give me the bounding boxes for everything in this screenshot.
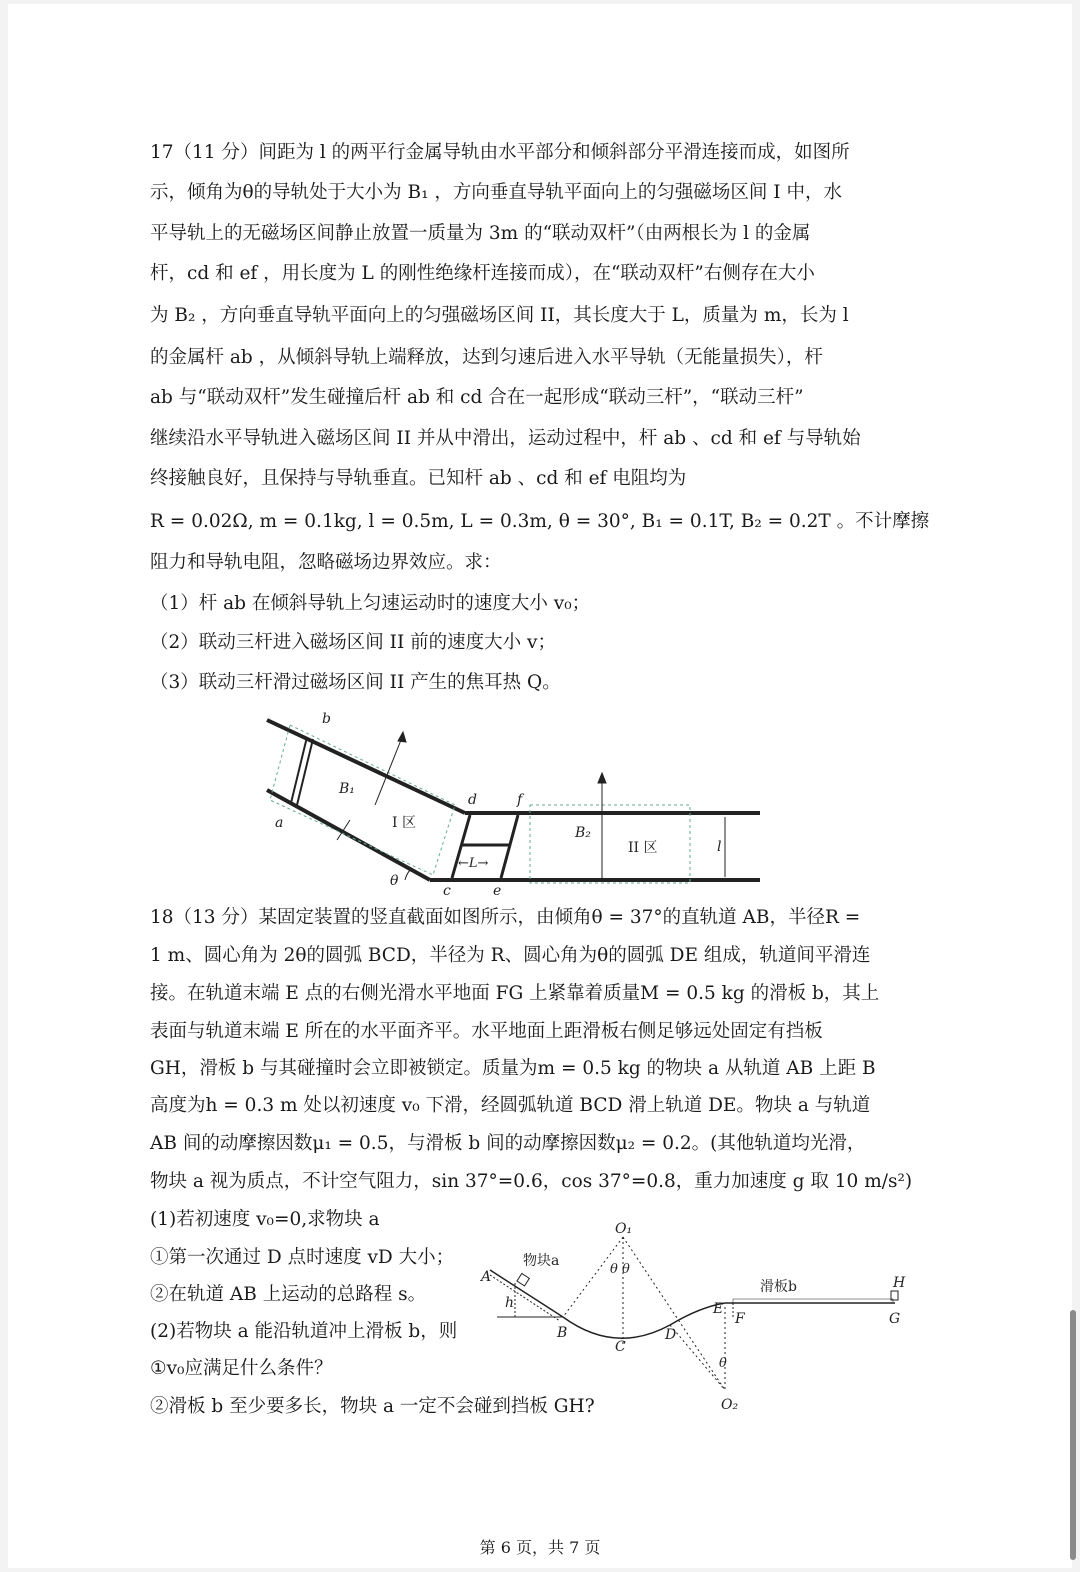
text-line: AB 间的动摩擦因数μ₁ = 0.5，与滑板 b 间的动摩擦因数μ₂ = 0.2。(其他轨道均光滑，: [150, 1133, 866, 1154]
label-l: l: [717, 839, 722, 855]
label-E: E: [713, 1301, 724, 1317]
label-O2: O₂: [721, 1397, 739, 1413]
question-3: （3）联动三杆滑过磁场区间 II 产生的焦耳热 Q。: [150, 672, 561, 693]
text-line: GH，滑板 b 与其碰撞时会立即被锁定。质量为m = 0.5 kg 的物块 a 从轨道 AB 上距 B: [150, 1058, 876, 1079]
label-B1: B₁: [339, 781, 355, 797]
text-line: 18（13 分）某固定装置的竖直截面如图所示，由倾角θ = 37°的直轨道 AB，半径R =: [150, 907, 861, 928]
text-line: 平导轨上的无磁场区间静止放置一质量为 3m 的“联动双杆”（由两根长为 l 的金属: [150, 223, 811, 244]
text-line: 17（11 分）间距为 l 的两平行金属导轨由水平部分和倾斜部分平滑连接而成，如图所: [150, 142, 850, 163]
label-h: h: [505, 1295, 515, 1311]
text-line: 示，倾角为θ的导轨处于大小为 B₁ ，方向垂直导轨平面向上的匀强磁场区间 I 中，水: [150, 182, 842, 203]
question-1b: ②在轨道 AB 上运动的总路程 s。: [150, 1284, 427, 1305]
label-zone1: I 区: [392, 815, 416, 831]
label-e: e: [493, 883, 502, 899]
text-line: 高度为h = 0.3 m 处以初速度 v₀ 下滑，经圆弧轨道 BCD 滑上轨道 DE。物块 a 与轨道: [150, 1095, 871, 1116]
label-c: c: [443, 883, 451, 899]
question-1a: ①第一次通过 D 点时速度 vD 大小；: [150, 1247, 455, 1268]
text-line: 接。在轨道末端 E 点的右侧光滑水平地面 FG 上紧靠着质量M = 0.5 kg 的滑板 b，其上: [150, 983, 880, 1004]
text-line: 杆，cd 和 ef ，用长度为 L 的刚性绝缘杆连接而成），在“联动双杆”右侧存在大小: [150, 263, 815, 284]
text-line: 继续沿水平导轨进入磁场区间 II 并从中滑出，运动过程中，杆 ab 、cd 和 ef 与导轨始: [150, 428, 861, 449]
text-line: 终接触良好，且保持与导轨垂直。已知杆 ab 、cd 和 ef 电阻均为: [150, 468, 687, 489]
question-2: （2）联动三杆进入磁场区间 II 前的速度大小 v；: [150, 632, 556, 653]
label-block-a: 物块a: [523, 1253, 560, 1269]
label-theta-pair: θ θ: [610, 1262, 630, 1277]
text-line: 1 m、圆心角为 2θ的圆弧 BCD，半径为 R、圆心角为θ的圆弧 DE 组成，轨道间平滑连: [150, 945, 871, 966]
text-line: 表面与轨道末端 E 所在的水平面齐平。水平地面上距滑板右侧足够远处固定有挡板: [150, 1021, 823, 1042]
rail-figure: [255, 705, 775, 900]
text-line: 的金属杆 ab ，从倾斜导轨上端释放，达到匀速后进入水平导轨（无能量损失），杆: [150, 347, 823, 368]
label-f: f: [517, 792, 523, 808]
text-line: 为 B₂ ，方向垂直导轨平面向上的匀强磁场区间 II，其长度大于 L，质量为 m，长为 l: [150, 305, 849, 326]
page-footer: 第 6 页，共 7 页: [479, 1538, 601, 1557]
text-line: 物块 a 视为质点，不计空气阻力，sin 37°=0.6，cos 37°=0.8，重力加速度 g 取 10 m/s²): [150, 1171, 913, 1192]
question-2b: ②滑板 b 至少要多长，物块 a 一定不会碰到挡板 GH?: [150, 1396, 595, 1417]
label-D: D: [665, 1327, 677, 1343]
label-O1: O₁: [615, 1221, 633, 1237]
question-2: (2)若物块 a 能沿轨道冲上滑板 b，则: [150, 1321, 458, 1342]
text-line: R = 0.02Ω, m = 0.1kg, l = 0.5m, L = 0.3m, θ = 30°, B₁ = 0.1T, B₂ = 0.2T 。不计摩擦: [150, 511, 930, 532]
track-figure: [475, 1215, 915, 1415]
label-B: B: [557, 1325, 568, 1341]
text-line: ab 与“联动双杆”发生碰撞后杆 ab 和 cd 合在一起形成“联动三杆”，“联动三杆”: [150, 387, 804, 408]
label-G: G: [889, 1311, 901, 1327]
label-B2: B₂: [575, 825, 591, 841]
label-a: a: [275, 815, 284, 831]
label-b: b: [322, 711, 331, 727]
scrollbar[interactable]: [1070, 1310, 1076, 1560]
label-A: A: [481, 1269, 492, 1285]
label-theta-lower: θ: [719, 1356, 727, 1371]
label-L: ←L→: [458, 856, 489, 871]
question-1: (1)若初速度 v₀=0,求物块 a: [150, 1209, 380, 1230]
question-2a: ①v₀应满足什么条件？: [150, 1358, 333, 1379]
label-C: C: [615, 1339, 626, 1355]
label-zone2: II 区: [628, 840, 658, 856]
label-slab-b: 滑板b: [760, 1279, 797, 1295]
text-line: 阻力和导轨电阻，忽略磁场边界效应。求：: [150, 552, 502, 573]
label-theta: θ: [390, 873, 399, 889]
label-F: F: [735, 1311, 745, 1327]
label-d: d: [468, 792, 477, 808]
label-H: H: [893, 1275, 906, 1291]
question-1: （1）杆 ab 在倾斜导轨上匀速运动时的速度大小 v₀；: [150, 593, 591, 614]
